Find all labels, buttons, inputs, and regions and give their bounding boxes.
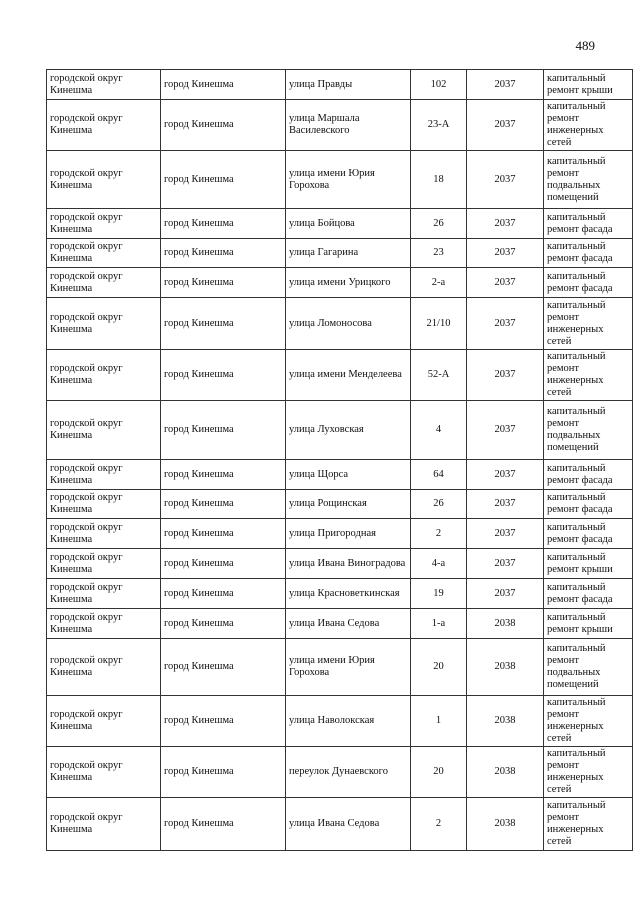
area-cell: городской округ Кинешма	[47, 798, 161, 851]
locality-cell: город Кинешма	[161, 490, 286, 519]
work-type-cell: капитальный ремонт фасада	[544, 239, 633, 268]
area-cell: городской округ Кинешма	[47, 401, 161, 460]
year-cell: 2037	[467, 268, 544, 298]
table-row	[47, 519, 633, 549]
street-cell: улица Ивана Виноградова	[286, 549, 411, 579]
locality-cell: город Кинешма	[161, 350, 286, 401]
table-row	[47, 798, 633, 851]
area-cell: городской округ Кинешма	[47, 350, 161, 401]
area-cell: городской округ Кинешма	[47, 460, 161, 490]
table-row	[47, 401, 633, 460]
house-number-cell: 20	[411, 747, 467, 798]
year-cell: 2038	[467, 696, 544, 747]
locality-cell: город Кинешма	[161, 549, 286, 579]
table-body	[47, 70, 633, 851]
work-type-cell: капитальный ремонт инженерных сетей	[544, 798, 633, 851]
area-cell: городской округ Кинешма	[47, 639, 161, 696]
street-cell: улица Маршала Василевского	[286, 100, 411, 151]
work-type-cell: капитальный ремонт инженерных сетей	[544, 350, 633, 401]
work-type-cell: капитальный ремонт крыши	[544, 609, 633, 639]
table-row	[47, 609, 633, 639]
house-number-cell: 18	[411, 151, 467, 209]
area-cell: городской округ Кинешма	[47, 747, 161, 798]
street-cell: переулок Дунаевского	[286, 747, 411, 798]
table-row	[47, 747, 633, 798]
work-type-cell: капитальный ремонт подвальных помещений	[544, 639, 633, 696]
street-cell: улица Ивана Седова	[286, 798, 411, 851]
area-cell: городской округ Кинешма	[47, 549, 161, 579]
locality-cell: город Кинешма	[161, 151, 286, 209]
area-cell: городской округ Кинешма	[47, 209, 161, 239]
year-cell: 2038	[467, 798, 544, 851]
year-cell: 2038	[467, 639, 544, 696]
work-type-cell: капитальный ремонт крыши	[544, 549, 633, 579]
locality-cell: город Кинешма	[161, 268, 286, 298]
street-cell: улица Красноветкинская	[286, 579, 411, 609]
locality-cell: город Кинешма	[161, 519, 286, 549]
street-cell: улица Луховская	[286, 401, 411, 460]
house-number-cell: 4-а	[411, 549, 467, 579]
locality-cell: город Кинешма	[161, 609, 286, 639]
area-cell: городской округ Кинешма	[47, 609, 161, 639]
year-cell: 2038	[467, 747, 544, 798]
locality-cell: город Кинешма	[161, 460, 286, 490]
locality-cell: город Кинешма	[161, 100, 286, 151]
year-cell: 2037	[467, 579, 544, 609]
table-row	[47, 490, 633, 519]
house-number-cell: 4	[411, 401, 467, 460]
work-type-cell: капитальный ремонт подвальных помещений	[544, 401, 633, 460]
work-type-cell: капитальный ремонт фасада	[544, 209, 633, 239]
locality-cell: город Кинешма	[161, 579, 286, 609]
house-number-cell: 1-а	[411, 609, 467, 639]
house-number-cell: 102	[411, 70, 467, 100]
street-cell: улица Правды	[286, 70, 411, 100]
year-cell: 2037	[467, 100, 544, 151]
house-number-cell: 23	[411, 239, 467, 268]
street-cell: улица Ивана Седова	[286, 609, 411, 639]
year-cell: 2037	[467, 209, 544, 239]
table-row	[47, 70, 633, 100]
area-cell: городской округ Кинешма	[47, 239, 161, 268]
locality-cell: город Кинешма	[161, 747, 286, 798]
street-cell: улица имени Менделеева	[286, 350, 411, 401]
repair-schedule-table	[46, 69, 633, 851]
work-type-cell: капитальный ремонт фасада	[544, 579, 633, 609]
area-cell: городской округ Кинешма	[47, 519, 161, 549]
street-cell: улица Наволокская	[286, 696, 411, 747]
year-cell: 2037	[467, 298, 544, 350]
table-row	[47, 696, 633, 747]
work-type-cell: капитальный ремонт инженерных сетей	[544, 696, 633, 747]
area-cell: городской округ Кинешма	[47, 490, 161, 519]
house-number-cell: 19	[411, 579, 467, 609]
table-row	[47, 268, 633, 298]
street-cell: улица Пригородная	[286, 519, 411, 549]
street-cell: улица Щорса	[286, 460, 411, 490]
table-row	[47, 298, 633, 350]
year-cell: 2038	[467, 609, 544, 639]
work-type-cell: капитальный ремонт инженерных сетей	[544, 747, 633, 798]
year-cell: 2037	[467, 401, 544, 460]
work-type-cell: капитальный ремонт инженерных сетей	[544, 298, 633, 350]
year-cell: 2037	[467, 151, 544, 209]
table-row	[47, 639, 633, 696]
area-cell: городской округ Кинешма	[47, 579, 161, 609]
street-cell: улица имени Урицкого	[286, 268, 411, 298]
area-cell: городской округ Кинешма	[47, 298, 161, 350]
house-number-cell: 1	[411, 696, 467, 747]
work-type-cell: капитальный ремонт инженерных сетей	[544, 100, 633, 151]
table-row	[47, 209, 633, 239]
table-row	[47, 151, 633, 209]
work-type-cell: капитальный ремонт подвальных помещений	[544, 151, 633, 209]
locality-cell: город Кинешма	[161, 239, 286, 268]
table-row	[47, 350, 633, 401]
area-cell: городской округ Кинешма	[47, 151, 161, 209]
locality-cell: город Кинешма	[161, 70, 286, 100]
locality-cell: город Кинешма	[161, 209, 286, 239]
year-cell: 2037	[467, 549, 544, 579]
year-cell: 2037	[467, 490, 544, 519]
locality-cell: город Кинешма	[161, 401, 286, 460]
street-cell: улица Бойцова	[286, 209, 411, 239]
table-row	[47, 239, 633, 268]
area-cell: городской округ Кинешма	[47, 268, 161, 298]
house-number-cell: 20	[411, 639, 467, 696]
table-row	[47, 579, 633, 609]
work-type-cell: капитальный ремонт фасада	[544, 460, 633, 490]
locality-cell: город Кинешма	[161, 798, 286, 851]
table-row	[47, 460, 633, 490]
year-cell: 2037	[467, 519, 544, 549]
table-row	[47, 549, 633, 579]
street-cell: улица имени Юрия Горохова	[286, 151, 411, 209]
area-cell: городской округ Кинешма	[47, 70, 161, 100]
house-number-cell: 2	[411, 798, 467, 851]
house-number-cell: 21/10	[411, 298, 467, 350]
locality-cell: город Кинешма	[161, 696, 286, 747]
work-type-cell: капитальный ремонт фасада	[544, 519, 633, 549]
house-number-cell: 2-а	[411, 268, 467, 298]
work-type-cell: капитальный ремонт фасада	[544, 268, 633, 298]
table-row	[47, 100, 633, 151]
house-number-cell: 52-А	[411, 350, 467, 401]
street-cell: улица Рощинская	[286, 490, 411, 519]
house-number-cell: 26	[411, 490, 467, 519]
street-cell: улица имени Юрия Горохова	[286, 639, 411, 696]
house-number-cell: 64	[411, 460, 467, 490]
house-number-cell: 26	[411, 209, 467, 239]
page-number: 489	[575, 38, 595, 53]
year-cell: 2037	[467, 70, 544, 100]
year-cell: 2037	[467, 239, 544, 268]
house-number-cell: 2	[411, 519, 467, 549]
area-cell: городской округ Кинешма	[47, 696, 161, 747]
locality-cell: город Кинешма	[161, 639, 286, 696]
house-number-cell: 23-А	[411, 100, 467, 151]
work-type-cell: капитальный ремонт крыши	[544, 70, 633, 100]
street-cell: улица Гагарина	[286, 239, 411, 268]
locality-cell: город Кинешма	[161, 298, 286, 350]
year-cell: 2037	[467, 460, 544, 490]
area-cell: городской округ Кинешма	[47, 100, 161, 151]
year-cell: 2037	[467, 350, 544, 401]
street-cell: улица Ломоносова	[286, 298, 411, 350]
work-type-cell: капитальный ремонт фасада	[544, 490, 633, 519]
